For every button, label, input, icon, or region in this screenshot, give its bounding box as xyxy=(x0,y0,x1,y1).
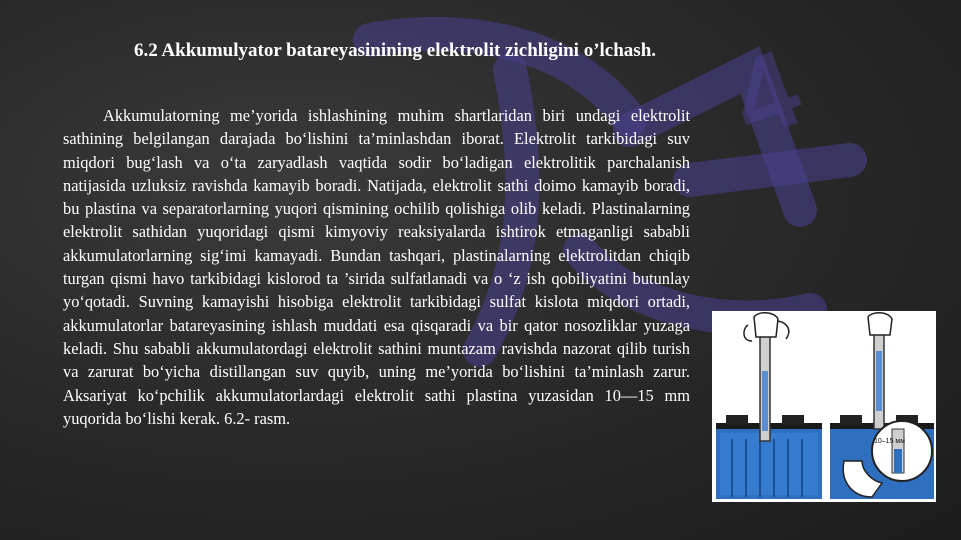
level-label: 10–15 мм xyxy=(874,438,906,445)
right-battery-illustration xyxy=(830,313,934,499)
figure-electrolyte-measurement xyxy=(712,311,936,502)
watermark-glyph: 4 xyxy=(716,26,816,163)
left-battery-illustration xyxy=(716,313,822,499)
body-paragraph: Akkumulatorning me’yorida ishlashining muhim shartlaridan biri undagi elektrolit sathining belgilangan darajada bo‘lishini ta’minlashdan iborat. Elektrolit tarkibidagi suv miqdori bug‘lash va o‘ta zaryadlash vaqtida sodir bo‘ladigan elektrolitik parchalanish natijasida uzluksiz ravishda kamayib boradi. Natijada, elektrolit sathi doimo kamayib boradi, bu plastina va separatorlarning yuqori qismining ochilib qolishiga olib keladi. Plastinalarning elektrolit sathidan yuqoridagi qismi kimyoviy reaksiyalarda ishtirok etmaganligi sababli akkumulatorlarning sig‘imi kamayadi. Bundan tashqari, plastinalarning elektrolitdan chiqib turgan qismi havo tarkibidagi kislorod ta ’sirida sulfatlanadi va o ‘z ish qobiliyatini butunlay yo‘qotadi. Suvning kamayishi hisobiga elektrolit tarkibidagi sulfat kislota miqdori ortadi, akkumulatorlar batareyasining ishlash muddati esa qisqaradi va bir qator nosozliklar yuzaga keladi. Shu sababli akkumulatordagi elektrolit sathini muntazam ravishda nazorat qilib turish va zarurat bo‘yicha distillangan suv quyib, uning me’yorida bo‘lishini ta’minlash zarur. Aksariyat ko‘pchilik akkumulatorlardagi elektrolit sathi plastina yuzasidan 10—15 mm yuqorida bo‘lishi kerak. 6.2- rasm. xyxy=(63,106,690,428)
slide-title: 6.2 Akkumulyator batareyasinining elektrolit zichligini o’lchash. xyxy=(133,40,657,61)
